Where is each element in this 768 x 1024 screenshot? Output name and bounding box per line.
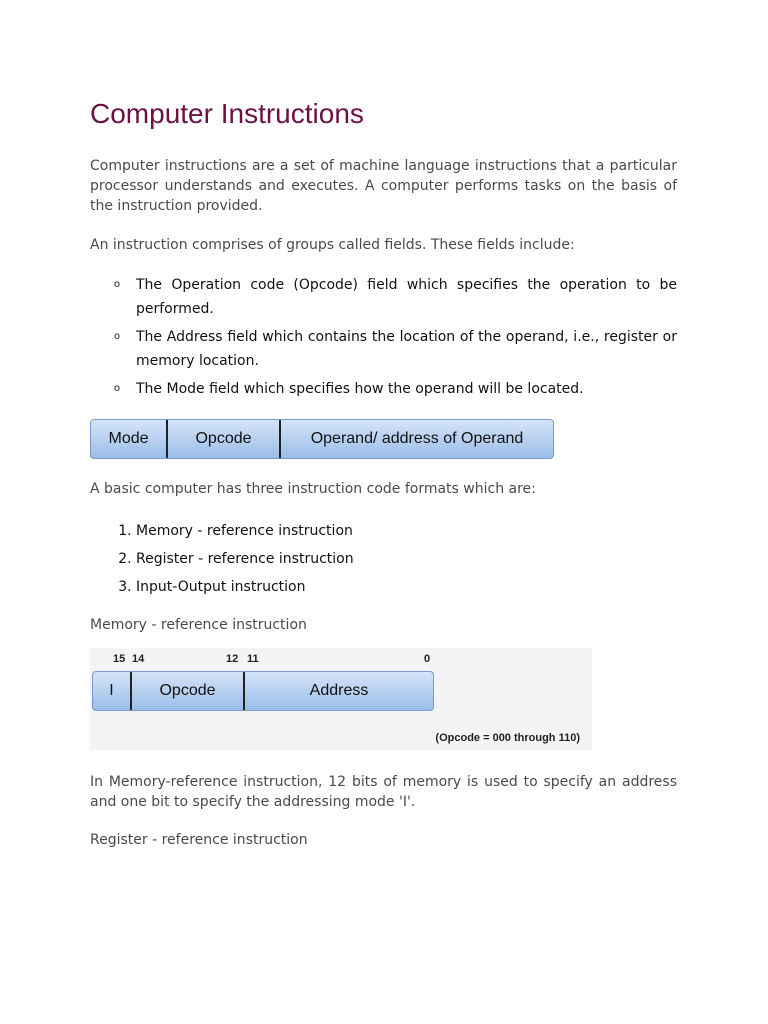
bit-label-0: 0 — [424, 653, 431, 665]
list-item: 1. Memory - reference instruction — [136, 517, 677, 545]
i-field-cell: I — [93, 672, 132, 710]
list-item-text: The Address field which contains the location of the operand, i.e., register or memory location. — [136, 329, 677, 369]
opcode-range-note: (Opcode = 000 through 110) — [435, 732, 580, 744]
bullet-icon: o — [114, 383, 121, 394]
list-item — [114, 273, 677, 321]
instruction-format-diagram — [90, 419, 554, 459]
opcode-field-cell: Opcode — [168, 420, 281, 458]
opcode-field-cell: Opcode — [132, 672, 245, 710]
bullet-icon: o — [114, 279, 121, 290]
bit-label-14: 14 — [132, 653, 145, 665]
address-field-cell: Address — [309, 682, 369, 699]
list-item — [114, 377, 677, 401]
list-item: 2. Register - reference instruction — [136, 545, 677, 573]
memory-reference-heading: Memory - reference instruction — [90, 617, 307, 633]
bit-label-12: 12 — [226, 653, 239, 665]
memory-description-paragraph: In Memory-reference instruction, 12 bits of memory is used to specify an address and one bit to specify the addressing mode 'I'. — [90, 774, 677, 810]
list-item: 3. Input-Output instruction — [136, 573, 677, 601]
fields-intro-paragraph: An instruction comprises of groups called fields. These fields include: — [90, 237, 575, 253]
list-item-text: The Operation code (Opcode) field which specifies the operation to be performed. — [136, 277, 677, 317]
operand-field-cell: Operand/ address of Operand — [310, 430, 524, 447]
list-item — [114, 325, 677, 373]
formats-intro-paragraph: A basic computer has three instruction code formats which are: — [90, 481, 536, 497]
formats-list — [90, 517, 677, 601]
document-page — [90, 94, 677, 863]
register-reference-heading: Register - reference instruction — [90, 832, 308, 848]
fields-list — [90, 273, 677, 401]
bit-label-15: 15 — [113, 653, 126, 665]
bit-label-11: 11 — [247, 653, 259, 665]
page-title: Computer Instructions — [90, 98, 364, 129]
intro-paragraph: Computer instructions are a set of machine language instructions that a particular processor understands and executes. A computer performs tasks on the basis of the instruction provided. — [90, 158, 677, 214]
list-item-text: The Mode field which specifies how the operand will be located. — [136, 381, 584, 397]
memory-format-bar — [92, 671, 434, 711]
mode-field-cell: Mode — [91, 420, 168, 458]
bullet-icon: o — [114, 331, 121, 342]
memory-reference-diagram — [90, 648, 592, 750]
